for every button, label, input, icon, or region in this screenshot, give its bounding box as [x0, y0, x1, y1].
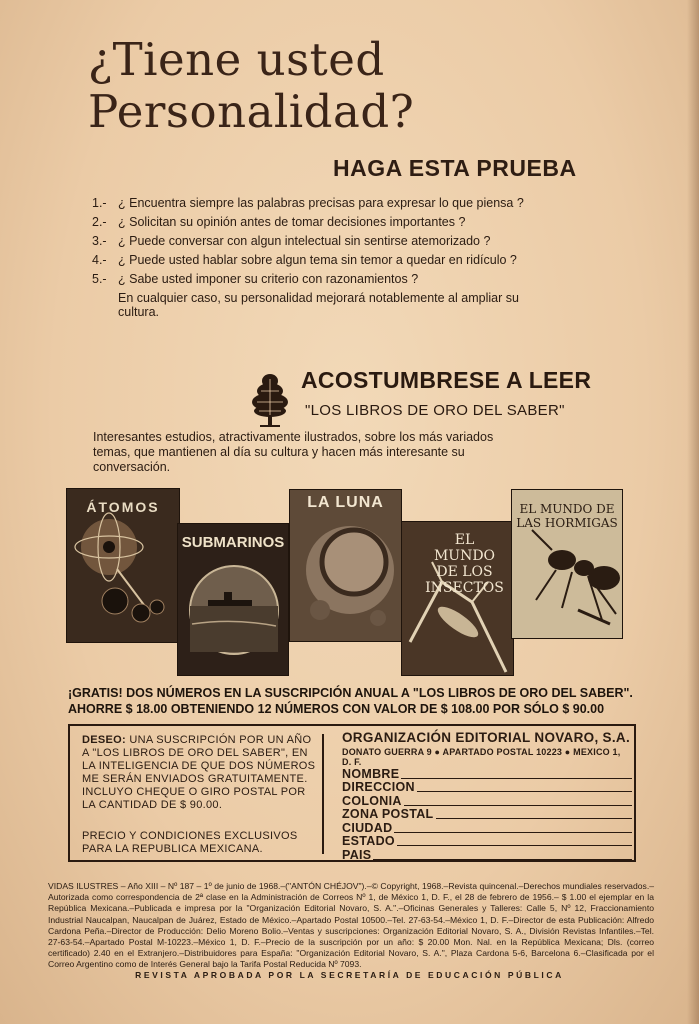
quiz-question: [92, 234, 532, 248]
promo-title: ACOSTUMBRESE A LEER: [301, 367, 592, 393]
question-text: ¿ Puede usted hablar sobre algun tema sin temor a quedar en ridículo ?: [118, 253, 517, 267]
form-field-zona-postal[interactable]: [342, 808, 632, 821]
subscription-coupon: [68, 724, 636, 862]
question-number: 2.-: [92, 215, 107, 229]
book-cover-atomos: [66, 488, 180, 643]
question-text: ¿ Solicitan su opinión antes de tomar decisiones importantes ?: [118, 215, 466, 229]
field-label: NOMBRE: [342, 766, 400, 781]
coupon-request: [82, 734, 317, 856]
book-cover-insectos: [401, 521, 514, 676]
field-label: CIUDAD: [342, 820, 393, 835]
book-cover-la-luna: [289, 489, 402, 642]
book-title: SUBMARINOS: [181, 534, 285, 551]
quiz-question: [92, 272, 532, 286]
offer-line-2: AHORRE $ 18.00 OBTENIENDO 12 NÚMEROS CON VALOR DE $ 108.00 POR SÓLO $ 90.00: [68, 702, 605, 716]
question-text: ¿ Sabe usted imponer su criterio con razonamientos ?: [118, 272, 419, 286]
question-number: 5.-: [92, 272, 107, 286]
field-line[interactable]: [436, 818, 633, 819]
book-cover-hormigas: [511, 489, 623, 639]
legal-notice: VIDAS ILUSTRES – Año XIII – Nº 187 – 1º de junio de 1968.–("ANTÓN CHÉJOV").–© Copyright, 1968.–Revista quincenal.–Derechos mundiales reservados.–Autorizada como correspondencia de 2ª clase en la Administración de Correos Nº 1, de México 1, D. F., el 28 de febrero de 1956.– $ 1.00 el ejemplar en la República Mexicana.–Publicada e impresa por la "Organización Editorial Novaro, S. A.".–Oficinas Generales y Talleres: Calle 5, Nº 12, Fraccionamiento Industrial Naucalpan, Naucalpan de Juárez, Estado de México.–Apartado Postal 10500.–Tel. 27-63-54.–México 1, D. F.–Director de esta Publicación: Alfredo Cardona Peña.–Director de Producción: Delio Moreno Bolio.–Ventas y suscripciones: Organización Editorial Novaro, S. A., División Revistas Infantiles.–Tel. 27-63-54.–Apartado Postal M-10223.–México 1, D. F.–Precio de la suscripción por un año: $ 20.00 Mon. Nal. en la República Mexicana; Dls. (correo certificado) 2.40 en el Extranjero.–Distribuidores para España: "Organización Editorial Novaro, S. A.", Plaza Cardona 5-6, Barcelona 6.–Clasificada por el Correo Argentino como de Interés General bajo la Tarifa Postal Reducida Nº 7093.: [48, 881, 654, 970]
book-title: ÁTOMOS: [86, 499, 160, 515]
offer-line-1: ¡GRATIS! DOS NÚMEROS EN LA SUSCRIPCIÓN ANUAL A "LOS LIBROS DE ORO DEL SABER".: [68, 686, 633, 700]
quiz-closing-text: En cualquier caso, su personalidad mejorará notablemente al ampliar su cultura.: [118, 291, 519, 319]
approval-footer: REVISTA APROBADA POR LA SECRETARÍA DE EDUCACIÓN PÚBLICA: [135, 970, 564, 980]
form-field-nombre[interactable]: [342, 768, 632, 781]
form-field-colonia[interactable]: [342, 795, 632, 808]
quiz-question: [92, 196, 532, 210]
quiz-question: [92, 253, 532, 267]
book-title: LA LUNA: [307, 494, 384, 511]
book-title: EL MUNDO DE LAS HORMIGAS: [516, 502, 618, 530]
subscription-offer: [68, 685, 638, 717]
question-number: 3.-: [92, 234, 107, 248]
field-label: COLONIA: [342, 793, 402, 808]
form-field-pais[interactable]: [342, 849, 632, 862]
field-label: PAIS: [342, 847, 372, 862]
coupon-price-note: PRECIO Y CONDICIONES EXCLUSIVOS PARA LA REPUBLICA MEXICANA.: [82, 830, 298, 855]
tree-logo-icon: [247, 371, 293, 429]
coupon-divider: [322, 734, 324, 854]
book-cover-submarinos: [177, 523, 289, 676]
publisher-address: DONATO GUERRA 9 ● APARTADO POSTAL 10223 ● MEXICO 1, D. F.: [342, 747, 621, 767]
question-text: ¿ Encuentra siempre las palabras precisas para expresar lo que piensa ?: [118, 196, 524, 210]
promo-series-name: "LOS LIBROS DE ORO DEL SABER": [305, 402, 565, 419]
page-title: [88, 34, 648, 138]
field-line[interactable]: [401, 778, 632, 779]
question-text: ¿ Puede conversar con algun intelectual sin sentirse atemorizado ?: [118, 234, 491, 248]
promo-description: Interesantes estudios, atractivamente ilustrados, sobre los más variados temas, que mantienen al día su cultura y hacen más interesante su conversación.: [93, 430, 494, 474]
field-line[interactable]: [373, 859, 632, 860]
moon-crater-illustration: [290, 490, 402, 642]
personality-quiz: [92, 196, 532, 319]
form-field-ciudad[interactable]: [342, 822, 632, 835]
field-line[interactable]: [417, 791, 632, 792]
field-label: ZONA POSTAL: [342, 807, 434, 821]
page-edge-shadow: [687, 0, 699, 1024]
quiz-question: [92, 215, 532, 229]
field-line[interactable]: [397, 845, 632, 846]
title-line-1: ¿Tiene usted: [88, 33, 385, 86]
coupon-label: DESEO:: [82, 734, 126, 746]
field-line[interactable]: [404, 805, 632, 806]
coupon-text: UNA SUSCRIPCIÓN POR UN AÑO A "LOS LIBROS DE ORO DEL SABER", EN LA INTELIGENCIA DE QUE DOS NÚMEROS ME SERÁN ENVIADOS GRATUITAMENTE. INCLUYO CHEQUE O GIRO POSTAL POR LA CANTIDAD DE $ 90.00.: [82, 734, 316, 811]
question-number: 4.-: [92, 253, 107, 267]
field-label: ESTADO: [342, 834, 395, 848]
coupon-form: [342, 730, 632, 862]
field-line[interactable]: [394, 832, 632, 833]
question-number: 1.-: [92, 196, 107, 210]
publisher-name: ORGANIZACIÓN EDITORIAL NOVARO, S.A.: [342, 730, 631, 745]
form-field-direccion[interactable]: [342, 781, 632, 794]
page-subtitle: HAGA ESTA PRUEBA: [333, 155, 577, 181]
field-label: DIRECCION: [342, 780, 415, 794]
title-line-2: Personalidad?: [88, 85, 415, 138]
form-field-estado[interactable]: [342, 835, 632, 848]
book-title: EL MUNDO DE LOS INSECTOS: [425, 532, 504, 596]
